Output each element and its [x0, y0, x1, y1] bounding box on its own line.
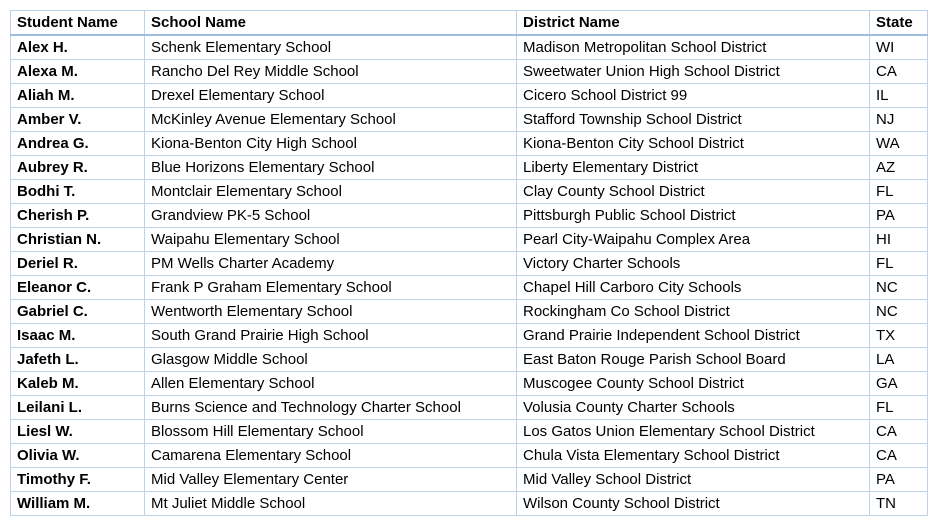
- table-row: [11, 156, 928, 180]
- cell-school-name: Waipahu Elementary School: [145, 228, 517, 252]
- cell-state: NJ: [870, 108, 928, 132]
- table-row: [11, 35, 928, 60]
- header-student-name: Student Name: [11, 11, 145, 36]
- cell-state: WI: [870, 35, 928, 60]
- header-state: State: [870, 11, 928, 36]
- cell-state: PA: [870, 468, 928, 492]
- cell-district-name: Liberty Elementary District: [517, 156, 870, 180]
- cell-school-name: PM Wells Charter Academy: [145, 252, 517, 276]
- table-row: [11, 204, 928, 228]
- cell-school-name: Blossom Hill Elementary School: [145, 420, 517, 444]
- cell-state: AZ: [870, 156, 928, 180]
- cell-school-name: Burns Science and Technology Charter School: [145, 396, 517, 420]
- table-row: [11, 300, 928, 324]
- cell-state: FL: [870, 252, 928, 276]
- cell-school-name: Kiona-Benton City High School: [145, 132, 517, 156]
- header-school-name: School Name: [145, 11, 517, 36]
- cell-school-name: Grandview PK-5 School: [145, 204, 517, 228]
- cell-school-name: Blue Horizons Elementary School: [145, 156, 517, 180]
- cell-state: HI: [870, 228, 928, 252]
- cell-student-name: Olivia W.: [11, 444, 145, 468]
- cell-school-name: Mt Juliet Middle School: [145, 492, 517, 516]
- cell-district-name: Los Gatos Union Elementary School District: [517, 420, 870, 444]
- cell-district-name: Cicero School District 99: [517, 84, 870, 108]
- table-row: [11, 444, 928, 468]
- cell-student-name: Kaleb M.: [11, 372, 145, 396]
- cell-student-name: Christian N.: [11, 228, 145, 252]
- cell-school-name: Wentworth Elementary School: [145, 300, 517, 324]
- cell-state: LA: [870, 348, 928, 372]
- cell-district-name: Sweetwater Union High School District: [517, 60, 870, 84]
- cell-state: FL: [870, 396, 928, 420]
- cell-state: CA: [870, 444, 928, 468]
- cell-school-name: Camarena Elementary School: [145, 444, 517, 468]
- table-row: [11, 84, 928, 108]
- cell-district-name: Mid Valley School District: [517, 468, 870, 492]
- cell-student-name: Aubrey R.: [11, 156, 145, 180]
- cell-district-name: Madison Metropolitan School District: [517, 35, 870, 60]
- cell-student-name: Alexa M.: [11, 60, 145, 84]
- cell-district-name: Muscogee County School District: [517, 372, 870, 396]
- table-row: [11, 276, 928, 300]
- cell-state: GA: [870, 372, 928, 396]
- cell-student-name: Gabriel C.: [11, 300, 145, 324]
- table-row: [11, 252, 928, 276]
- cell-district-name: Clay County School District: [517, 180, 870, 204]
- cell-student-name: Aliah M.: [11, 84, 145, 108]
- table-row: [11, 372, 928, 396]
- cell-student-name: Cherish P.: [11, 204, 145, 228]
- student-table-container: [10, 10, 927, 516]
- table-row: [11, 108, 928, 132]
- cell-district-name: Stafford Township School District: [517, 108, 870, 132]
- cell-district-name: Volusia County Charter Schools: [517, 396, 870, 420]
- cell-student-name: Eleanor C.: [11, 276, 145, 300]
- cell-district-name: Grand Prairie Independent School District: [517, 324, 870, 348]
- cell-district-name: Kiona-Benton City School District: [517, 132, 870, 156]
- cell-student-name: Bodhi T.: [11, 180, 145, 204]
- cell-state: FL: [870, 180, 928, 204]
- cell-state: NC: [870, 300, 928, 324]
- cell-student-name: Alex H.: [11, 35, 145, 60]
- cell-state: IL: [870, 84, 928, 108]
- cell-school-name: Allen Elementary School: [145, 372, 517, 396]
- table-body: [11, 35, 928, 516]
- table-row: [11, 324, 928, 348]
- cell-school-name: Schenk Elementary School: [145, 35, 517, 60]
- table-row: [11, 348, 928, 372]
- cell-district-name: Chula Vista Elementary School District: [517, 444, 870, 468]
- cell-state: TN: [870, 492, 928, 516]
- table-row: [11, 132, 928, 156]
- cell-school-name: McKinley Avenue Elementary School: [145, 108, 517, 132]
- cell-student-name: Leilani L.: [11, 396, 145, 420]
- cell-school-name: Mid Valley Elementary Center: [145, 468, 517, 492]
- cell-school-name: Rancho Del Rey Middle School: [145, 60, 517, 84]
- cell-district-name: Rockingham Co School District: [517, 300, 870, 324]
- cell-district-name: Pittsburgh Public School District: [517, 204, 870, 228]
- cell-school-name: Drexel Elementary School: [145, 84, 517, 108]
- cell-district-name: Pearl City-Waipahu Complex Area: [517, 228, 870, 252]
- cell-student-name: Liesl W.: [11, 420, 145, 444]
- table-row: [11, 420, 928, 444]
- cell-state: NC: [870, 276, 928, 300]
- cell-student-name: Jafeth L.: [11, 348, 145, 372]
- cell-school-name: Glasgow Middle School: [145, 348, 517, 372]
- cell-school-name: Montclair Elementary School: [145, 180, 517, 204]
- cell-state: TX: [870, 324, 928, 348]
- cell-district-name: East Baton Rouge Parish School Board: [517, 348, 870, 372]
- cell-student-name: Timothy F.: [11, 468, 145, 492]
- table-row: [11, 396, 928, 420]
- cell-student-name: Andrea G.: [11, 132, 145, 156]
- student-table: [10, 10, 928, 516]
- table-row: [11, 492, 928, 516]
- cell-student-name: Amber V.: [11, 108, 145, 132]
- cell-district-name: Chapel Hill Carboro City Schools: [517, 276, 870, 300]
- cell-district-name: Victory Charter Schools: [517, 252, 870, 276]
- cell-state: WA: [870, 132, 928, 156]
- table-row: [11, 180, 928, 204]
- cell-state: CA: [870, 60, 928, 84]
- cell-student-name: William M.: [11, 492, 145, 516]
- table-header-row: [11, 11, 928, 36]
- cell-student-name: Isaac M.: [11, 324, 145, 348]
- header-district-name: District Name: [517, 11, 870, 36]
- cell-student-name: Deriel R.: [11, 252, 145, 276]
- cell-state: CA: [870, 420, 928, 444]
- table-row: [11, 228, 928, 252]
- cell-state: PA: [870, 204, 928, 228]
- table-row: [11, 60, 928, 84]
- cell-school-name: Frank P Graham Elementary School: [145, 276, 517, 300]
- cell-school-name: South Grand Prairie High School: [145, 324, 517, 348]
- cell-district-name: Wilson County School District: [517, 492, 870, 516]
- table-row: [11, 468, 928, 492]
